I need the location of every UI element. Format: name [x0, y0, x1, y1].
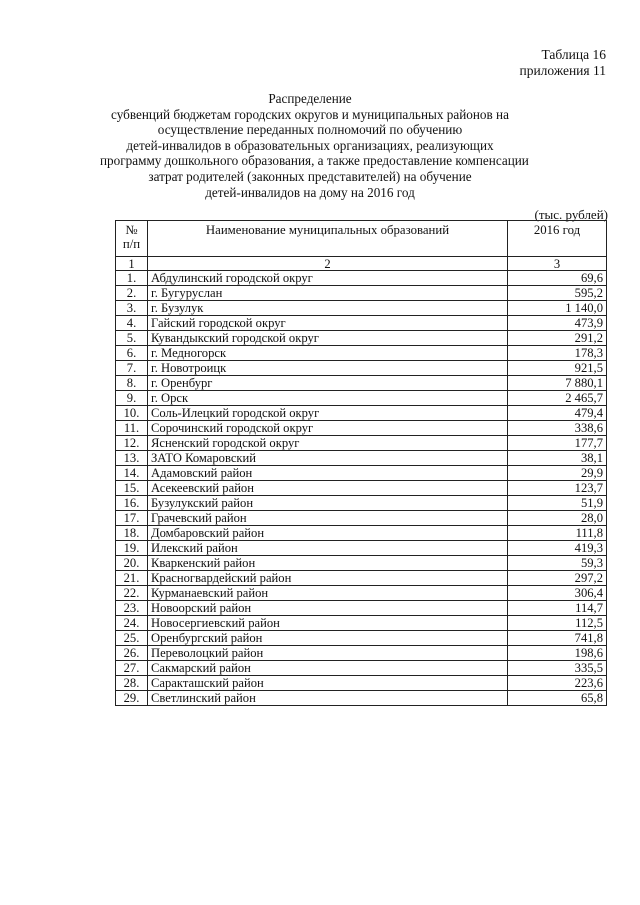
row-value: 38,1: [508, 451, 607, 466]
row-name: Переволоцкий район: [148, 646, 508, 661]
table-reference: [519, 47, 606, 79]
row-value: 111,8: [508, 526, 607, 541]
table-row: [116, 421, 607, 436]
row-number: 17.: [116, 511, 148, 526]
header-number: [116, 221, 148, 257]
row-value: 51,9: [508, 496, 607, 511]
row-value: 338,6: [508, 421, 607, 436]
row-number: 4.: [116, 316, 148, 331]
row-value: 177,7: [508, 436, 607, 451]
row-value: 741,8: [508, 631, 607, 646]
row-number: 19.: [116, 541, 148, 556]
table-row: [116, 436, 607, 451]
row-value: 2 465,7: [508, 391, 607, 406]
column-index: 1: [116, 257, 148, 271]
row-value: 112,5: [508, 616, 607, 631]
row-name: Новосергиевский район: [148, 616, 508, 631]
row-name: ЗАТО Комаровский: [148, 451, 508, 466]
row-value: 419,3: [508, 541, 607, 556]
document-title: [100, 91, 529, 200]
row-name: г. Бугуруслан: [148, 286, 508, 301]
row-number: 24.: [116, 616, 148, 631]
table-row: [116, 586, 607, 601]
row-name: Кваркенский район: [148, 556, 508, 571]
row-number: 10.: [116, 406, 148, 421]
row-value: 28,0: [508, 511, 607, 526]
row-number: 3.: [116, 301, 148, 316]
row-value: 123,7: [508, 481, 607, 496]
row-name: г. Новотроицк: [148, 361, 508, 376]
row-name: г. Бузулук: [148, 301, 508, 316]
row-value: 69,6: [508, 271, 607, 286]
row-name: Ясненский городской округ: [148, 436, 508, 451]
row-number: 7.: [116, 361, 148, 376]
row-name: Абдулинский городской округ: [148, 271, 508, 286]
row-number: 15.: [116, 481, 148, 496]
row-name: г. Медногорск: [148, 346, 508, 361]
row-value: 178,3: [508, 346, 607, 361]
table-row: [116, 676, 607, 691]
table-row: [116, 361, 607, 376]
table-row: [116, 271, 607, 286]
title-line: затрат родителей (законных представителей) на обучение: [148, 168, 472, 184]
row-value: 223,6: [508, 676, 607, 691]
table-row: [116, 406, 607, 421]
row-value: 29,9: [508, 466, 607, 481]
row-name: Кувандыкский городской округ: [148, 331, 508, 346]
row-number: 5.: [116, 331, 148, 346]
row-name: Гайский городской округ: [148, 316, 508, 331]
row-name: Домбаровский район: [148, 526, 508, 541]
column-index-row: [116, 257, 607, 271]
table-number: Таблица 16: [541, 47, 606, 62]
row-name: Асекеевский район: [148, 481, 508, 496]
column-index: 3: [508, 257, 607, 271]
header-number-symbol: №: [125, 223, 138, 237]
row-value: 297,2: [508, 571, 607, 586]
table-row: [116, 451, 607, 466]
row-value: 921,5: [508, 361, 607, 376]
row-number: 16.: [116, 496, 148, 511]
table-row: [116, 301, 607, 316]
row-name: Сорочинский городской округ: [148, 421, 508, 436]
table-row: [116, 616, 607, 631]
row-name: Адамовский район: [148, 466, 508, 481]
row-number: 8.: [116, 376, 148, 391]
table-row: [116, 466, 607, 481]
row-value: 335,5: [508, 661, 607, 676]
header-name: Наименование муниципальных образований: [148, 221, 508, 257]
row-number: 20.: [116, 556, 148, 571]
table-row: [116, 511, 607, 526]
table-row: [116, 316, 607, 331]
row-value: 595,2: [508, 286, 607, 301]
row-name: Илекский район: [148, 541, 508, 556]
table-row: [116, 376, 607, 391]
table-header-row: [116, 221, 607, 257]
distribution-table: [115, 220, 607, 706]
row-name: Грачевский район: [148, 511, 508, 526]
row-name: Сакмарский район: [148, 661, 508, 676]
title-line: программу дошкольного образования, а также предоставление компенсации: [100, 153, 529, 169]
row-value: 114,7: [508, 601, 607, 616]
table-row: [116, 541, 607, 556]
table-row: [116, 691, 607, 706]
table-row: [116, 601, 607, 616]
title-line: осуществление переданных полномочий по обучению: [157, 122, 463, 138]
row-number: 21.: [116, 571, 148, 586]
title-line: детей-инвалидов в образовательных организациях, реализующих: [126, 137, 494, 153]
table-row: [116, 556, 607, 571]
table-row: [116, 391, 607, 406]
row-value: 65,8: [508, 691, 607, 706]
table-row: [116, 646, 607, 661]
row-name: Красногвардейский район: [148, 571, 508, 586]
title-line: детей-инвалидов на дому на 2016 год: [205, 184, 415, 200]
row-value: 473,9: [508, 316, 607, 331]
table-row: [116, 661, 607, 676]
table-row: [116, 631, 607, 646]
column-index: 2: [148, 257, 508, 271]
row-name: Бузулукский район: [148, 496, 508, 511]
row-name: г. Орск: [148, 391, 508, 406]
row-value: 1 140,0: [508, 301, 607, 316]
row-number: 22.: [116, 586, 148, 601]
table-row: [116, 571, 607, 586]
table-row: [116, 526, 607, 541]
row-name: Новоорский район: [148, 601, 508, 616]
row-number: 11.: [116, 421, 148, 436]
row-value: 7 880,1: [508, 376, 607, 391]
table-row: [116, 286, 607, 301]
row-name: Курманаевский район: [148, 586, 508, 601]
row-name: Саракташский район: [148, 676, 508, 691]
row-value: 306,4: [508, 586, 607, 601]
row-name: Оренбургский район: [148, 631, 508, 646]
row-number: 14.: [116, 466, 148, 481]
row-value: 198,6: [508, 646, 607, 661]
row-number: 27.: [116, 661, 148, 676]
row-number: 13.: [116, 451, 148, 466]
row-name: г. Оренбург: [148, 376, 508, 391]
table-row: [116, 496, 607, 511]
row-number: 28.: [116, 676, 148, 691]
row-value: 59,3: [508, 556, 607, 571]
row-number: 18.: [116, 526, 148, 541]
row-name: Соль-Илецкий городской округ: [148, 406, 508, 421]
row-value: 291,2: [508, 331, 607, 346]
row-number: 23.: [116, 601, 148, 616]
appendix-number: приложения 11: [519, 63, 606, 78]
row-number: 1.: [116, 271, 148, 286]
header-year: 2016 год: [508, 221, 607, 257]
row-number: 29.: [116, 691, 148, 706]
title-line: Распределение: [268, 91, 352, 106]
header-number-abbr: п/п: [122, 237, 141, 251]
title-line: субвенций бюджетам городских округов и муниципальных районов на: [111, 106, 509, 122]
row-number: 2.: [116, 286, 148, 301]
table-row: [116, 481, 607, 496]
table-row: [116, 346, 607, 361]
row-number: 12.: [116, 436, 148, 451]
units-label: (тыс. рублей): [534, 207, 608, 222]
table-row: [116, 331, 607, 346]
row-number: 25.: [116, 631, 148, 646]
row-name: Светлинский район: [148, 691, 508, 706]
row-number: 26.: [116, 646, 148, 661]
row-number: 9.: [116, 391, 148, 406]
row-value: 479,4: [508, 406, 607, 421]
row-number: 6.: [116, 346, 148, 361]
